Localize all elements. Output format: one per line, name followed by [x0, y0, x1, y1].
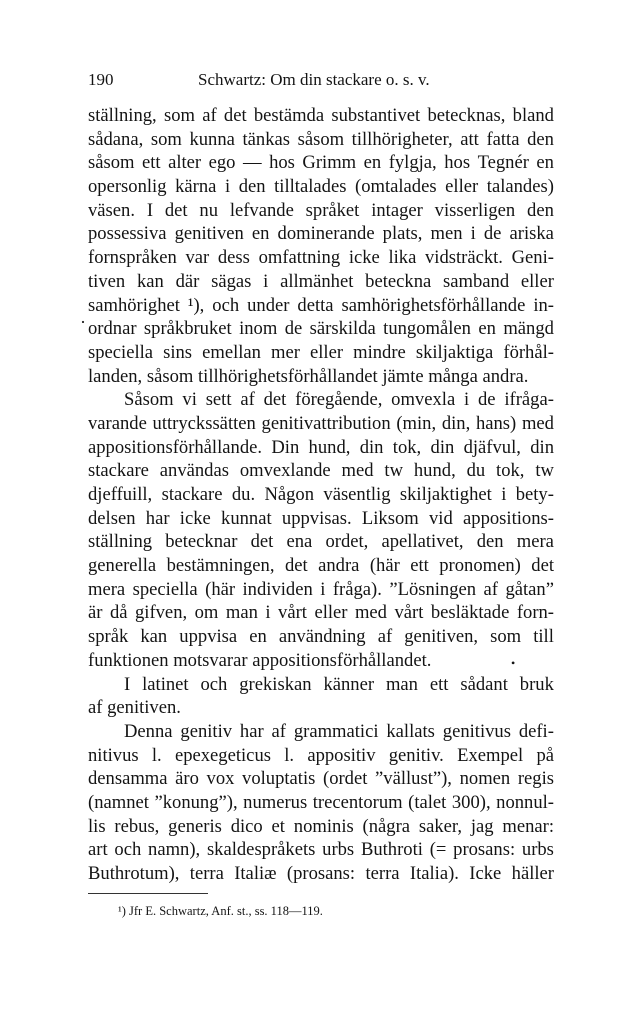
text-line: språk kan uppvisa en användning af genitiven, som till: [88, 626, 554, 648]
text-line: Buthrotum), terra Italiæ (prosans: terra Italia). Icke häller: [88, 863, 554, 884]
margin-dot: ·: [80, 312, 86, 332]
text-line: densamma äro vox voluptatis (ordet ”vällust”), nomen regis: [88, 768, 554, 790]
footnote: ¹) Jfr E. Schwartz, Anf. st., ss. 118—119.: [118, 904, 323, 918]
text-line: generella bestämningen, det andra (här ett pronomen) det: [88, 555, 554, 577]
text-line: delsen har icke kunnat uppvisas. Liksom vid appositions-: [88, 507, 554, 529]
text-line: samhörighet ¹), och under detta samhörighetsförhållande in-: [88, 294, 554, 316]
footnote-rule: [88, 893, 208, 894]
text-line: nitivus l. epexegeticus l. appositiv genitiv. Exempel på: [88, 744, 554, 766]
page-number: 190: [88, 70, 114, 89]
text-line: speciella sins emellan mer eller mindre skiljaktiga förhål-: [88, 341, 554, 363]
text-line: ordnar språkbruket inom de särskilda tungomålen en mängd: [88, 318, 554, 340]
text-line: fornspråken var dess omfattning icke lika vidsträckt. Geni-: [88, 247, 554, 269]
text-line: sådana, som kunna tänkas såsom tillhörigheter, att fatta den: [88, 128, 554, 150]
text-line: stackare användas omvexlande med tw hund, du tok, tw: [88, 460, 554, 482]
page-header: [88, 70, 554, 94]
text-line: funktionen motsvarar appositionsförhållandet.: [88, 649, 432, 671]
text-line: mera speciella (här individen i fråga). ”Lösningen af gåtan”: [88, 578, 554, 600]
text-line: appositionsförhållande. Din hund, din tok, din djäfvul, din: [88, 436, 554, 458]
running-head: Schwartz: Om din stackare o. s. v.: [198, 70, 430, 89]
text-line: possessiva genitiven en dominerande plats, men i de ariska: [88, 223, 554, 245]
text-line: är då gifven, om man i vårt eller med vårt besläktade forn-: [88, 602, 554, 624]
text-line: varande uttryckssätten genitivattribution (min, din, hans) med: [88, 412, 554, 434]
text-line: tiven kan där sägas i allmänhet beteckna samband eller: [88, 270, 554, 292]
text-line: väsen. I det nu lefvande språket intager visserligen den: [88, 199, 554, 221]
text-line: opersonlig kärna i den tilltalades (omtalades eller talandes): [88, 176, 554, 198]
text-line: lis rebus, generis dico et nominis (några saker, jag menar:: [88, 815, 554, 837]
text-line: (namnet ”konung”), numerus trecentorum (talet 300), nonnul-: [88, 791, 554, 813]
text-line: ställning, som af det bestämda substantivet betecknas, bland: [88, 105, 554, 126]
text-line: Denna genitiv har af grammatici kallats genitivus defi-: [124, 720, 554, 742]
text-line: djeffuill, stackare du. Någon väsentlig skiljaktighet i bety-: [88, 484, 554, 505]
text-line: art och namn), skaldespråkets urbs Buthroti (= prosans: urbs: [88, 839, 554, 861]
text-line: såsom ett alter ego — hos Grimm en fylgja, hos Tegnér en: [88, 152, 554, 174]
body-text: [88, 104, 554, 886]
text-line: af genitiven.: [88, 697, 181, 719]
text-line: ställning betecknar det ena ordet, apellativet, den mera: [88, 531, 554, 553]
text-line: I latinet och grekiskan känner man ett sådant bruk: [124, 673, 554, 695]
text-line: Såsom vi sett af det föregående, omvexla i de ifråga-: [124, 389, 554, 411]
stray-mark: •: [511, 656, 516, 670]
text-line: landen, såsom tillhörighetsförhållandet jämte många andra.: [88, 365, 529, 387]
